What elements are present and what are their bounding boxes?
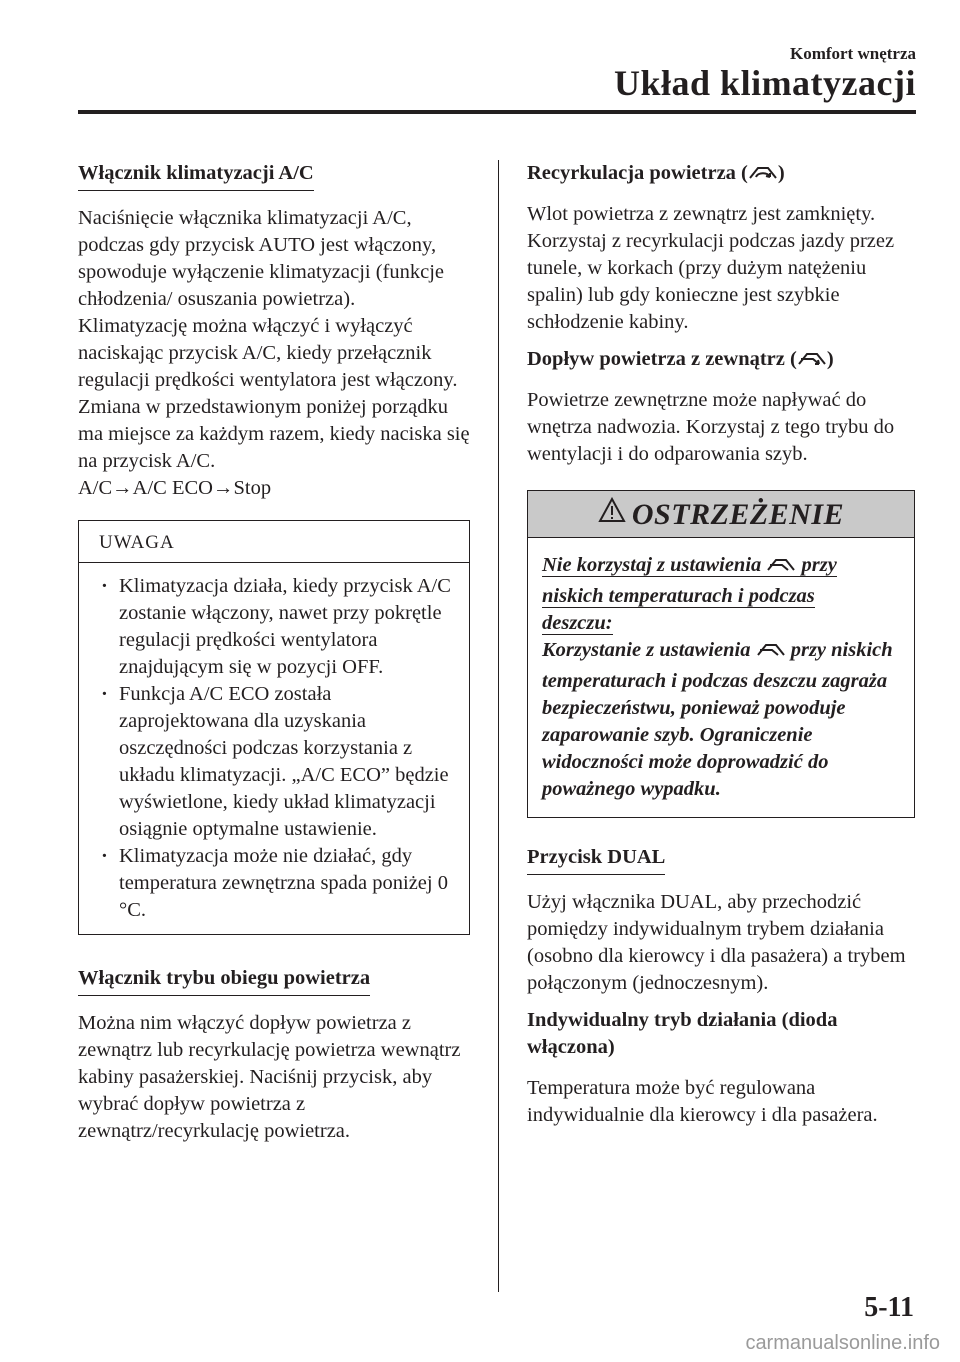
dual-heading: Przycisk DUAL xyxy=(527,844,665,875)
warning-title: OSTRZEŻENIE xyxy=(631,497,845,531)
ac-heading: Włącznik klimatyzacji A/C xyxy=(78,160,314,191)
warning-body: Korzystanie z ustawienia przy niskich temperaturach i podczas deszczu zagraża bezpieczeństwu, ponieważ powoduje zaparowanie szyb. Ograniczenie widoczności może doprowadzić do poważnego wypadku. xyxy=(542,639,893,800)
dual-paragraph: Użyj włącznika DUAL, aby przechodzić pomiędzy indywidualnym trybem działania (osobno dla kierowcy i dla pasażera) a trybem połączonym (jednoczesnym). xyxy=(527,891,906,994)
fresh-air-heading: Dopływ powietrza z zewnątrz ( ) xyxy=(527,346,834,377)
mode-paragraph: Można nim włączyć dopływ powietrza z zewnątrz lub recyrkulację powietrza wewnątrz kabiny pasażerskiej. Naciśnij przycisk, aby wybrać dopływ powietrza z zewnątrz/recyrkulację powietrza. xyxy=(78,1012,461,1142)
warning-box xyxy=(527,490,915,818)
page-number: 5-11 xyxy=(864,1292,914,1323)
column-divider xyxy=(498,160,499,1292)
left-column xyxy=(78,160,470,1145)
note-item: · Funkcja A/C ECO została zaprojektowana dla uzyskania oszczędności podczas korzystania z układu klimatyzacji. „A/C ECO” będzie wyświetlone, kiedy układ klimatyzacji osiągnie optymalne ustawienie. xyxy=(99,681,451,843)
section-label: Komfort wnętrza xyxy=(789,44,916,63)
ac-paragraph-2: Klimatyzację można włączyć i wyłączyć naciskając przycisk A/C, kiedy przełącznik regulacji prędkości wentylatora jest włączony. xyxy=(78,315,458,391)
recirculation-heading: Recyrkulacja powietrza ( ) xyxy=(527,160,785,191)
note-item: · Klimatyzacja działa, kiedy przycisk A/C zostanie włączony, nawet przy pokrętle regulacji prędkości wentylatora znajdującym się w pozycji OFF. xyxy=(99,573,451,681)
individual-mode-paragraph: Temperatura może być regulowana indywidualnie dla kierowcy i dla pasażera. xyxy=(527,1077,878,1126)
ac-paragraph-1: Naciśnięcie włącznika klimatyzacji A/C, podczas gdy przycisk AUTO jest włączony, spowoduje wyłączenie klimatyzacji (funkcje chłodzenia/ osuszania powietrza). xyxy=(78,207,445,310)
recirculation-paragraph: Wlot powietrza z zewnątrz jest zamknięty. Korzystaj z recyrkulacji podczas jazdy przez tunele, w korkach (przy dużym natężeniu spalin) lub gdy konieczne jest szybkie schłodzenie kabiny. xyxy=(527,203,895,333)
fresh-air-icon xyxy=(797,349,827,377)
fresh-air-icon xyxy=(766,555,796,583)
recirculation-icon xyxy=(748,163,778,191)
ac-paragraph-3: Zmiana w przedstawionym poniżej porządku ma miejsce za każdym razem, kiedy naciska się na przycisk A/C. xyxy=(78,396,470,472)
watermark: carmanualsonline.info xyxy=(745,1332,940,1354)
mode-heading: Włącznik trybu obiegu powietrza xyxy=(78,965,370,996)
right-column xyxy=(527,160,915,1129)
ac-sequence: A/C→A/C ECO→Stop xyxy=(78,477,272,499)
note-title: UWAGA xyxy=(79,521,469,563)
page-title: Układ klimatyzacji xyxy=(614,63,916,103)
individual-mode-heading: Indywidualny tryb działania (dioda włączona) xyxy=(527,1009,838,1058)
note-box xyxy=(78,520,470,935)
header-rule xyxy=(78,110,916,114)
fresh-air-paragraph: Powietrze zewnętrzne może napływać do wnętrza nadwozia. Korzystaj z tego trybu do wentylacji i do odparowania szyb. xyxy=(527,389,895,465)
note-item: · Klimatyzacja może nie działać, gdy temperatura zewnętrzna spada poniżej 0 °C. xyxy=(99,843,451,924)
warning-triangle-icon xyxy=(598,497,626,531)
fresh-air-icon xyxy=(756,640,786,668)
warning-lead: Nie korzystaj z ustawienia przy niskich temperaturach i podczas deszczu: xyxy=(542,554,837,634)
